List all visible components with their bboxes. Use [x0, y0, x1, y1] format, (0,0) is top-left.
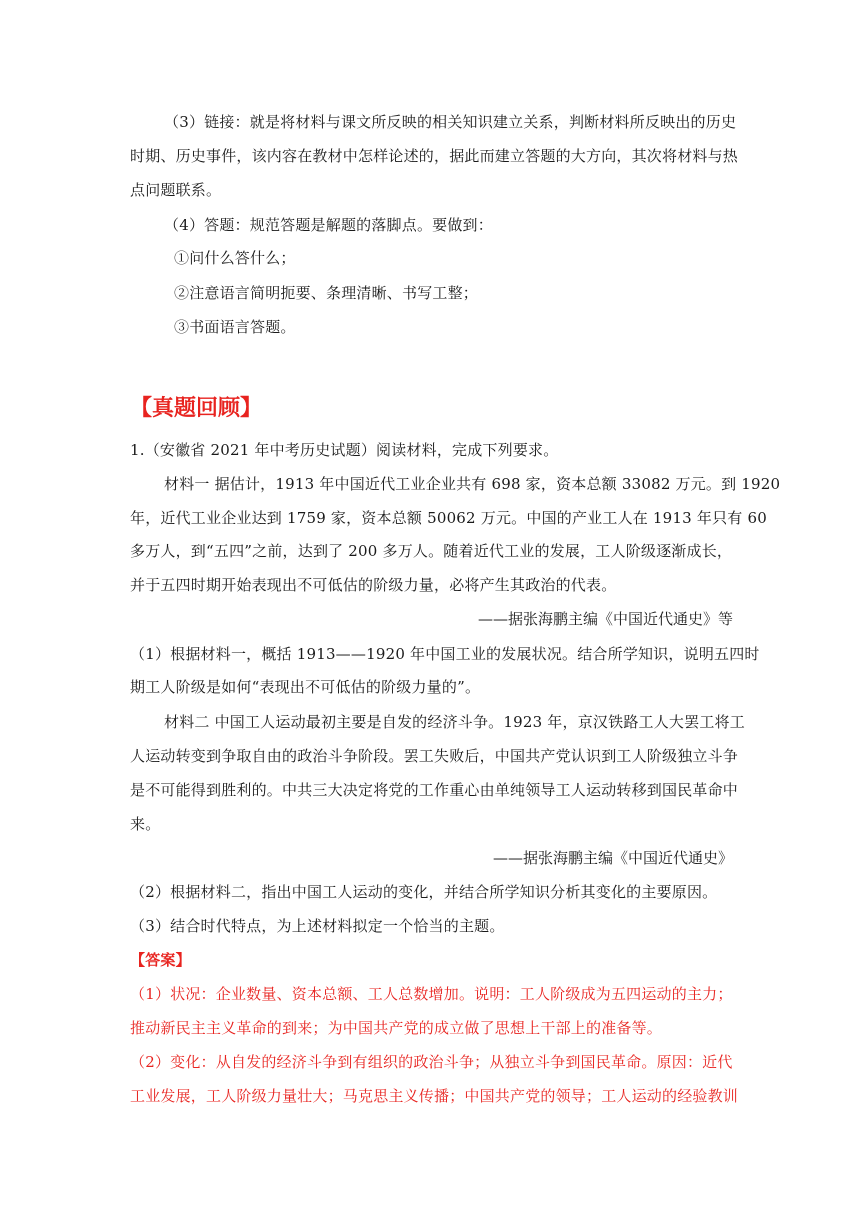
question1-line-2: 期工人阶级是如何“表现出不可低估的阶级力量的”。 [130, 678, 481, 696]
method-link-line-1: （3）链接：就是将材料与课文所反映的相关知识建立关系，判断材料所反映出的历史 [164, 113, 737, 131]
section-heading: 【真题回顾】 [130, 396, 263, 421]
question2: （2）根据材料二，指出中国工人运动的变化，并结合所学知识分析其变化的主要原因。 [130, 883, 718, 901]
material1-line-3: 多万人，到“五四”之前，达到了 200 多万人。随着近代工业的发展，工人阶级逐渐成长， [130, 542, 733, 560]
method-requirement-2: ②注意语言简明扼要、条理清晰、书写工整； [174, 284, 479, 302]
method-link-line-2: 时期、历史事件，该内容在教材中怎样论述的，据此而建立答题的大方向，其次将材料与热 [130, 147, 739, 165]
material2-line-1: 材料二 中国工人运动最初主要是自发的经济斗争。1923 年，京汉铁路工人大罢工将工 [164, 713, 745, 731]
method-answer-intro: （4）答题：规范答题是解题的落脚点。要做到： [164, 216, 493, 234]
material2-line-2: 人运动转变到争取自由的政治斗争阶段。罢工失败后，中国共产党认识到工人阶级独立斗争 [130, 747, 739, 765]
material1-line-2: 年，近代工业企业达到 1759 家，资本总额 50062 万元。中国的产业工人在 1913 年只有 60 [130, 509, 767, 527]
answer2-line-2: 工业发展，工人阶级力量壮大；马克思主义传播；中国共产党的领导；工人运动的经验教训 [130, 1087, 739, 1105]
material2-line-4: 来。 [130, 815, 161, 833]
answer-label: 【答案】 [130, 951, 191, 969]
material2-source: ——据张海鹏主编《中国近代通史》 [492, 849, 733, 867]
question3: （3）结合时代特点，为上述材料拟定一个恰当的主题。 [130, 917, 505, 935]
answer1-line-2: 推动新民主主义革命的到来；为中国共产党的成立做了思想上干部上的准备等。 [130, 1019, 663, 1037]
method-link-line-3: 点问题联系。 [130, 181, 222, 199]
material2-line-3: 是不可能得到胜利的。中共三大决定将党的工作重心由单纯领导工人运动转移到国民革命中 [130, 781, 739, 799]
question-stem: 1.（安徽省 2021 年中考历史试题）阅读材料，完成下列要求。 [130, 441, 559, 459]
material1-source: ——据张海鹏主编《中国近代通史》等 [477, 610, 733, 628]
answer1-line-1: （1）状况：企业数量、资本总额、工人总数增加。说明：工人阶级成为五四运动的主力； [130, 985, 733, 1003]
material1-line-4: 并于五四时期开始表现出不可低估的阶级力量，必将产生其政治的代表。 [130, 576, 617, 594]
question1-line-1: （1）根据材料一，概括 1913——1920 年中国工业的发展状况。结合所学知识，说明五四时 [130, 645, 760, 663]
method-requirement-1: ①问什么答什么； [174, 249, 296, 267]
answer2-line-1: （2）变化：从自发的经济斗争到有组织的政治斗争；从独立斗争到国民革命。原因：近代 [130, 1053, 733, 1071]
material1-line-1: 材料一 据估计，1913 年中国近代工业企业共有 698 家，资本总额 33082 万元。到 1920 [164, 475, 781, 493]
method-requirement-3: ③书面语言答题。 [174, 318, 296, 336]
